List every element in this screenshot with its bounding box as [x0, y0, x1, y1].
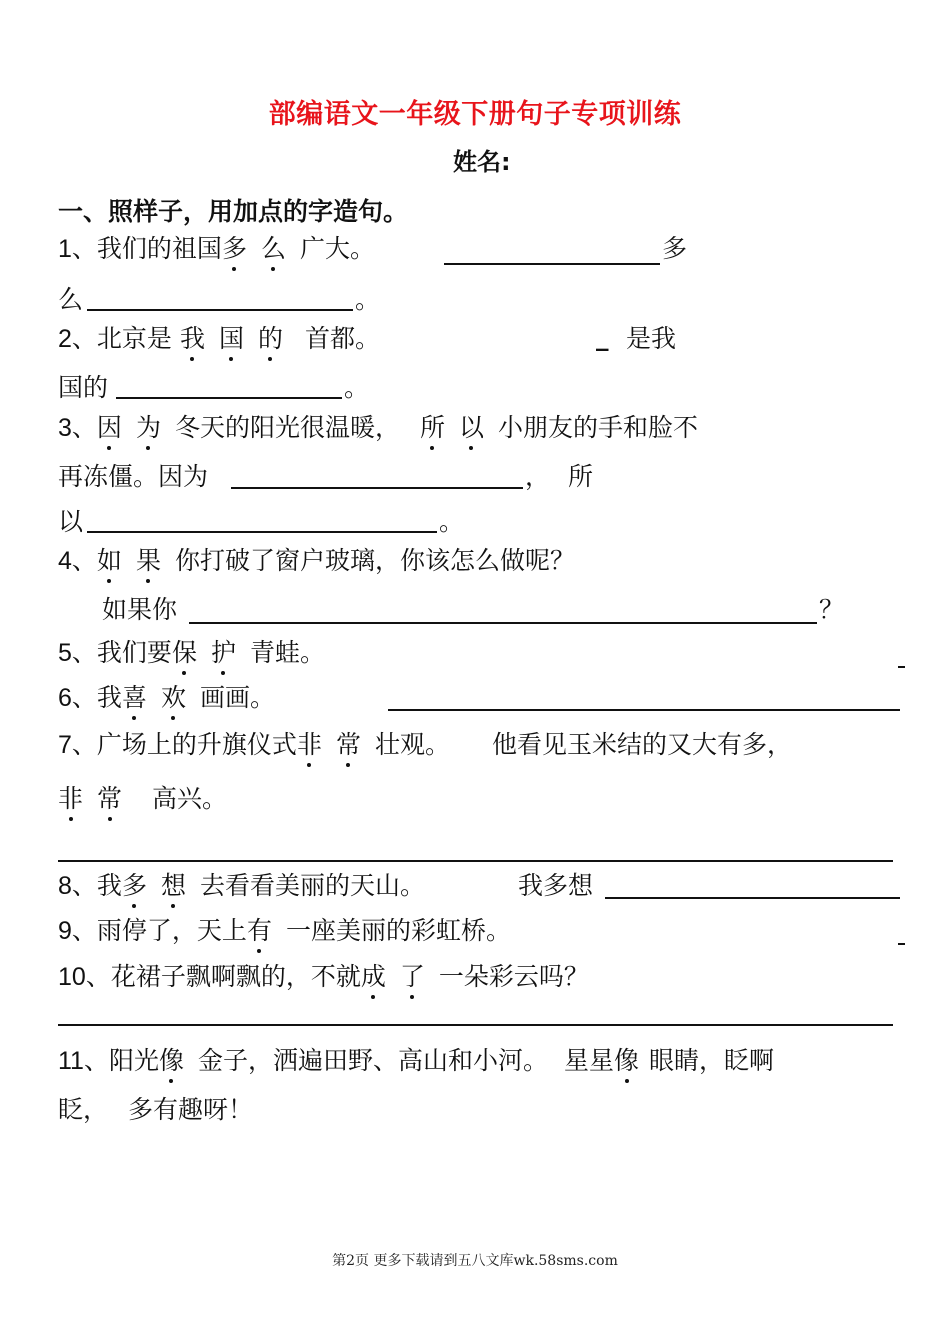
answer-line[interactable] [58, 860, 893, 862]
sentence-text: 广大。 [299, 234, 375, 263]
fill-end: ？ [819, 595, 845, 624]
answer-line[interactable] [231, 487, 523, 489]
sentence-text: 冬天的阳光很温暖， [174, 413, 400, 442]
answer-line[interactable] [189, 622, 817, 624]
dotted-char: 欢 [160, 683, 186, 712]
dotted-char: 国 [218, 324, 244, 353]
question-8 [58, 870, 425, 902]
answer-line[interactable] [388, 709, 900, 711]
sentence-text: 广场上的升旗仪式 [96, 730, 297, 759]
question-number: 4 [58, 547, 72, 575]
question-11 [58, 1045, 774, 1077]
separator: 、 [71, 324, 97, 353]
sentence-text: 一座美丽的彩虹桥。 [285, 916, 511, 945]
section-heading: 一、照样子，用加点的字造句。 [58, 197, 409, 226]
dotted-char: 成 [360, 962, 386, 991]
sentence-text: 去看看美丽的天山。 [199, 871, 425, 900]
question-7 [58, 729, 792, 761]
sentence-text: 我 [96, 871, 122, 900]
fill-end: 。 [439, 507, 465, 536]
question-number: 6 [58, 684, 72, 712]
fill-continuation: 么 [58, 285, 84, 314]
sentence-text: 小朋友的手和脸不 [498, 413, 699, 442]
fill-continuation: 国的 [58, 373, 109, 402]
question-11-continued [58, 1094, 253, 1126]
question-9 [58, 915, 511, 947]
separator: 、 [83, 1046, 109, 1075]
dotted-char: 想 [160, 871, 186, 900]
question-3 [58, 412, 698, 444]
dotted-char: 常 [97, 784, 123, 813]
sentence-text: 画画。 [199, 683, 275, 712]
question-1 [58, 233, 375, 265]
sentence-text: 我 [96, 683, 122, 712]
question-number: 5 [58, 639, 72, 667]
question-number: 7 [58, 731, 72, 759]
answer-line[interactable] [116, 397, 342, 399]
question-number: 9 [58, 917, 72, 945]
dotted-char: 喜 [121, 683, 147, 712]
sentence-text: 我们的祖国 [96, 234, 222, 263]
name-label: 姓名: [453, 148, 511, 176]
blank-mark: _ [596, 322, 609, 351]
answer-line[interactable] [87, 309, 353, 311]
sentence-text: 金子，洒遍田野、高山和小河。 [198, 1046, 549, 1075]
separator: 、 [85, 962, 111, 991]
sentence-text: 星星 [564, 1046, 615, 1075]
separator: 、 [71, 683, 97, 712]
dotted-char: 的 [257, 324, 283, 353]
separator: 、 [71, 546, 97, 575]
sentence-text: 青蛙。 [249, 638, 325, 667]
sentence-text: 我们要 [96, 638, 172, 667]
fill-end: 。 [344, 373, 370, 402]
separator: 、 [71, 638, 97, 667]
page-footer: 第2页 更多下载请到五八文库wk.58sms.com [332, 1253, 618, 1269]
dotted-char: 保 [171, 638, 197, 667]
question-number: 11 [58, 1047, 84, 1075]
page-title: 部编语文一年级下册句子专项训练 [268, 99, 682, 130]
sentence-text: 阳光 [108, 1046, 159, 1075]
dotted-char: 像 [614, 1046, 640, 1075]
dotted-char: 非 [58, 784, 84, 813]
answer-line[interactable] [444, 263, 660, 265]
sentence-text: 北京是 [96, 324, 172, 353]
dotted-char: 因 [96, 413, 122, 442]
question-10 [58, 961, 589, 993]
sentence-text: 他看见玉米结的又大有多， [491, 730, 792, 759]
answer-line[interactable] [605, 897, 900, 899]
sentence-text: 你打破了窗户玻璃，你该怎么做呢？ [174, 546, 575, 575]
sentence-text: 高兴。 [152, 784, 228, 813]
question-number: 10 [58, 963, 86, 991]
dotted-char: 我 [179, 324, 205, 353]
fill-continuation: 以 [58, 507, 84, 536]
question-number: 8 [58, 872, 72, 900]
dotted-char: 多 [221, 234, 247, 263]
fill-prefix: 如果你 [102, 595, 178, 624]
question-7-continued [58, 783, 227, 815]
sentence-text: 首都。 [304, 324, 380, 353]
dotted-char: 么 [260, 234, 286, 263]
dotted-char: 多 [121, 871, 147, 900]
answer-line[interactable] [58, 1024, 893, 1026]
line-end-dash [898, 666, 905, 668]
question-4 [58, 545, 575, 577]
separator: 、 [71, 730, 97, 759]
fill-comma: ， [525, 462, 551, 491]
sentence-text: 壮观。 [374, 730, 450, 759]
separator: 、 [71, 916, 97, 945]
question-2 [58, 323, 380, 355]
dotted-char: 以 [458, 413, 484, 442]
sentence-text: 一朵彩云吗？ [438, 962, 589, 991]
question-number: 3 [58, 414, 72, 442]
question-number: 1 [58, 235, 72, 263]
fill-middle: 所 [568, 462, 594, 491]
dotted-char: 护 [210, 638, 236, 667]
fill-prefix: 再冻僵。因为 [58, 462, 209, 491]
dotted-char: 有 [246, 916, 272, 945]
sentence-text: 眨， [58, 1095, 109, 1124]
separator: 、 [71, 234, 97, 263]
question-5 [58, 637, 325, 669]
fill-end: 。 [355, 285, 381, 314]
fill-prefix: 多 [662, 234, 688, 263]
question-number: 2 [58, 325, 72, 353]
dotted-char: 非 [296, 730, 322, 759]
sentence-text: 眼睛，眨啊 [649, 1046, 775, 1075]
dotted-char: 果 [135, 546, 161, 575]
question-6 [58, 682, 275, 714]
dotted-char: 为 [135, 413, 161, 442]
dotted-char: 如 [96, 546, 122, 575]
dotted-char: 所 [419, 413, 445, 442]
separator: 、 [71, 413, 97, 442]
sentence-text: 花裙子飘啊飘的，不就 [110, 962, 361, 991]
dotted-char: 了 [399, 962, 425, 991]
dotted-char: 像 [158, 1046, 184, 1075]
fill-prefix: 是我 [626, 324, 677, 353]
separator: 、 [71, 871, 97, 900]
answer-line[interactable] [87, 531, 437, 533]
sentence-text: 雨停了，天上 [96, 916, 247, 945]
sentence-text: 多有趣呀！ [128, 1095, 254, 1124]
fill-prefix: 我多想 [518, 871, 594, 900]
dotted-char: 常 [335, 730, 361, 759]
line-end-dash [898, 943, 905, 945]
